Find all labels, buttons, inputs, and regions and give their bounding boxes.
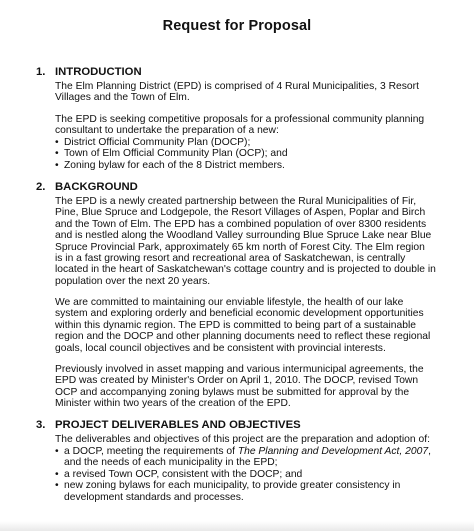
text-line: Minister within two years of the creation of the EPD.: [55, 398, 291, 410]
bullet-icon: •: [55, 137, 59, 148]
background-paragraph-3: [55, 364, 455, 410]
text-line: consultant to undertake the preparation of a new:: [55, 125, 279, 137]
text-line: Previously involved in asset mapping and various intermunicipal agreements, the: [55, 364, 424, 375]
list-item: [55, 446, 431, 469]
introduction-paragraph-2: [55, 114, 455, 137]
introduction-bullet-list: [55, 137, 288, 171]
section-heading-deliverables: [36, 419, 301, 431]
text-line: Spruce Provincial Park, approximately 65 km north of Forest City. The Elm region: [55, 241, 425, 253]
deliverables-bullet-list: [55, 446, 431, 503]
section-title: BACKGROUND: [55, 181, 138, 193]
list-item: [55, 137, 288, 148]
section-number: 1.: [36, 66, 46, 78]
text-line: region and the DOCP and other planning documents need to reflect these regional: [55, 331, 431, 343]
bullet-icon: •: [55, 446, 59, 457]
text-line: is in a fast growing resort and recreational area of Saskatchewan, is centrally: [55, 253, 406, 265]
document-title: Request for Proposal: [162, 18, 312, 34]
text-line: population over the next 20 years.: [55, 275, 211, 287]
background-paragraph-2: [55, 297, 455, 354]
text-line: The EPD is a newly created partnership between the Rural Municipalities of Fir,: [55, 196, 417, 207]
text-line: The EPD is seeking competitive proposals for a professional community planning: [55, 114, 425, 125]
text-line: within this dynamic region. The EPD is committed to being part of a sustainable: [55, 319, 416, 331]
bullet-icon: •: [55, 468, 59, 480]
list-item-text: a revised Town OCP, consistent with the DOCP; and: [64, 468, 303, 480]
bullet-icon: •: [55, 148, 59, 160]
list-item-text: Town of Elm Official Community Plan (OCP); and: [64, 148, 288, 160]
text-line: OCP and accompanying zoning bylaws must be submitted for approval by the: [55, 386, 410, 398]
text-line: EPD was created by Minister's Order on April 1, 2010. The DOCP, revised Town: [55, 375, 419, 387]
text-line: located in the heart of Saskatchewan's cottage country and is projected to double in: [55, 264, 436, 276]
text-line: system and exploring orderly and beneficial economic development opportunities: [55, 308, 424, 320]
section-title: PROJECT DELIVERABLES AND OBJECTIVES: [55, 419, 301, 431]
text-line: goals, local council objectives and be consistent with provincial interests.: [55, 342, 386, 354]
act-title: The Planning and Development Act, 2007: [237, 446, 429, 457]
text-line: The Elm Planning District (EPD) is comprised of 4 Rural Municipalities, 3 Resort: [55, 81, 419, 92]
text-line: and the Town of Elm. The EPD has a combined population of over 8300 residents: [55, 218, 427, 230]
list-item: [55, 480, 431, 503]
list-item-continuation: and the needs of each municipality in the EPD;: [64, 457, 278, 469]
list-item-text: new zoning bylaws for each municipality, to provide greater consistency in: [64, 480, 401, 492]
bullet-icon: •: [55, 159, 59, 171]
text-line: The deliverables and objectives of this project are the preparation and adoption of:: [55, 434, 430, 445]
list-item-continuation: development standards and processes.: [64, 491, 244, 503]
list-item-text: Zoning bylaw for each of the 8 District members.: [64, 159, 285, 171]
text-line: and is nestled along the Woodland Valley surrounding Blue Spruce Lake near Blue: [55, 230, 432, 242]
list-item: [55, 148, 288, 159]
text-line: Pine, Blue Spruce and Lodgepole, the Resort Villages of Aspen, Poplar and Birch: [55, 207, 426, 219]
list-item-text: District Official Community Plan (DOCP);: [64, 137, 251, 148]
introduction-paragraph: [55, 81, 455, 104]
section-number: 3.: [36, 419, 46, 431]
list-item-text: ,: [428, 446, 431, 457]
section-title: INTRODUCTION: [55, 66, 142, 78]
page-edge-shadow: [0, 521, 474, 531]
section-number: 2.: [36, 181, 46, 193]
list-item-text: a DOCP, meeting the requirements of: [64, 446, 238, 457]
background-paragraph-1: [55, 196, 455, 287]
list-item: [55, 469, 431, 480]
deliverables-intro: [55, 434, 455, 445]
list-item: [55, 160, 288, 171]
section-heading-introduction: [36, 66, 142, 78]
text-line: We are committed to maintaining our enviable lifestyle, the health of our lake: [55, 297, 404, 308]
text-line: Villages and the Town of Elm.: [55, 92, 190, 104]
bullet-icon: •: [55, 480, 59, 492]
section-heading-background: [36, 181, 138, 193]
